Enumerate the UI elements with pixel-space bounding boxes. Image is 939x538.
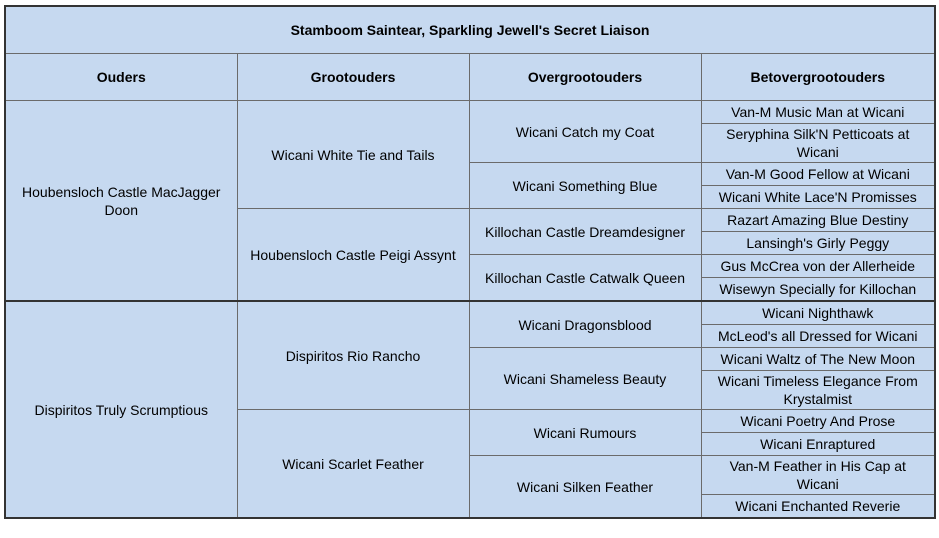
table-row [5, 301, 935, 325]
table-title: Stamboom Saintear, Sparkling Jewell's Secret Liaison [5, 6, 935, 54]
parent-cell: Houbensloch Castle MacJagger Doon [5, 101, 237, 302]
great-grandparent-cell: Wicani Shameless Beauty [469, 348, 701, 410]
great-grandparent-cell: Wicani Something Blue [469, 163, 701, 209]
gg-cell: Van-M Music Man at Wicani [701, 101, 935, 124]
gg-cell: Gus McCrea von der Allerheide [701, 255, 935, 278]
table-row [5, 101, 935, 124]
great-grandparent-cell: Wicani Rumours [469, 410, 701, 456]
parent-cell: Dispiritos Truly Scrumptious [5, 301, 237, 518]
great-grandparent-cell: Wicani Catch my Coat [469, 101, 701, 163]
great-grandparent-cell: Killochan Castle Catwalk Queen [469, 255, 701, 302]
gg-cell: McLeod's all Dressed for Wicani [701, 325, 935, 348]
gg-cell: Wicani Enraptured [701, 433, 935, 456]
grandparent-cell: Wicani Scarlet Feather [237, 410, 469, 519]
title-row [5, 6, 935, 54]
grandparent-cell: Wicani White Tie and Tails [237, 101, 469, 209]
pedigree-table [4, 5, 936, 519]
grandparent-cell: Houbensloch Castle Peigi Assynt [237, 209, 469, 302]
gg-cell: Van-M Good Fellow at Wicani [701, 163, 935, 186]
gg-cell: Wicani Poetry And Prose [701, 410, 935, 433]
gg-cell: Wicani Nighthawk [701, 301, 935, 325]
great-grandparent-cell: Wicani Silken Feather [469, 456, 701, 519]
gg-cell: Wicani Enchanted Reverie [701, 495, 935, 519]
great-grandparent-cell: Wicani Dragonsblood [469, 301, 701, 348]
header-great-great-grandparents: Betovergrootouders [701, 54, 935, 101]
header-row [5, 54, 935, 101]
pedigree-container [4, 5, 936, 519]
gg-cell: Wicani Waltz of The New Moon [701, 348, 935, 371]
grandparent-cell: Dispiritos Rio Rancho [237, 301, 469, 410]
gg-cell: Van-M Feather in His Cap at Wicani [701, 456, 935, 495]
gg-cell: Razart Amazing Blue Destiny [701, 209, 935, 232]
header-grandparents: Grootouders [237, 54, 469, 101]
great-grandparent-cell: Killochan Castle Dreamdesigner [469, 209, 701, 255]
gg-cell: Lansingh's Girly Peggy [701, 232, 935, 255]
gg-cell: Seryphina Silk'N Petticoats at Wicani [701, 124, 935, 163]
header-great-grandparents: Overgrootouders [469, 54, 701, 101]
gg-cell: Wicani Timeless Elegance From Krystalmist [701, 371, 935, 410]
header-parents: Ouders [5, 54, 237, 101]
gg-cell: Wisewyn Specially for Killochan [701, 278, 935, 302]
gg-cell: Wicani White Lace'N Promisses [701, 186, 935, 209]
